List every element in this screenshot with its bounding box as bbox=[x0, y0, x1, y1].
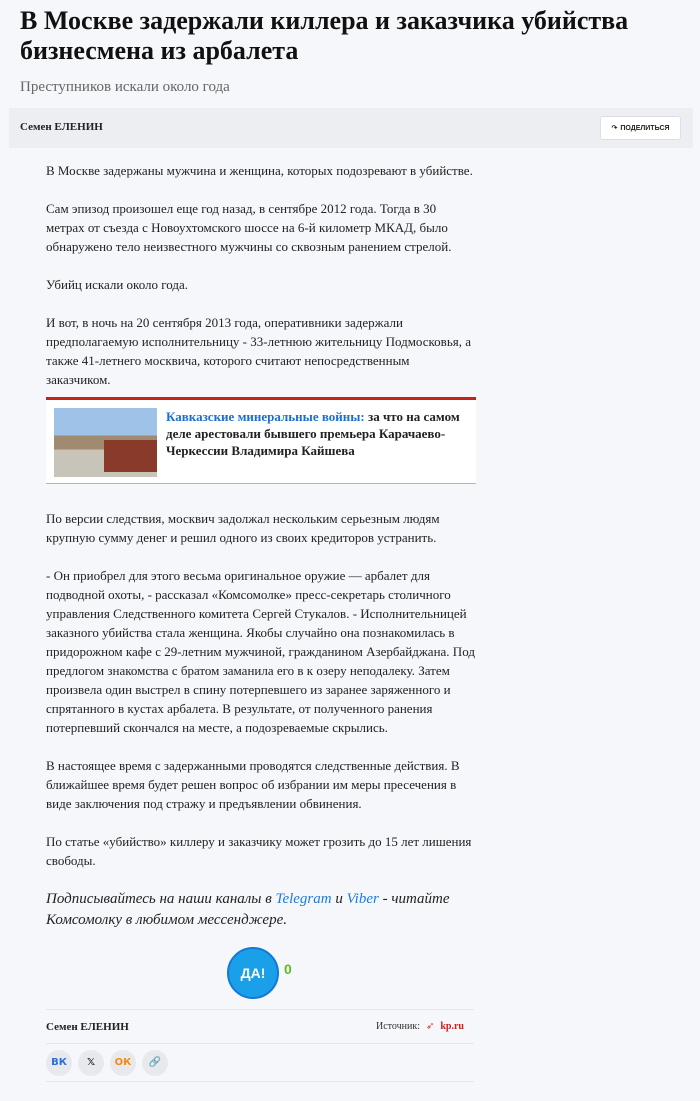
article-footer bbox=[46, 1009, 474, 1082]
viber-link[interactable]: Viber bbox=[346, 891, 379, 907]
paragraph: По статье «убийство» киллеру и заказчику может грозить до 15 лет лишения свободы. bbox=[46, 834, 472, 868]
copy-link-button[interactable]: 🔗 bbox=[142, 1050, 168, 1076]
telegram-link[interactable]: Telegram bbox=[275, 891, 332, 907]
share-button[interactable] bbox=[600, 116, 681, 140]
like-row bbox=[227, 945, 700, 1001]
paragraph: Сам эпизод произошел еще год назад, в сентябре 2012 года. Тогда в 30 метрах от съезда с Новоухтомского шоссе на 6-й километр МКАД, было обнаружено тело неизвестного мужчины со сквозным ранением стрелой. bbox=[46, 201, 452, 254]
paragraph: - Он приобрел для этого весьма оригинальное оружие — арбалет для подводной охоты, - рассказал «Комсомолке» пресс-секретарь столичного управления Следственного комитета Сергей Стукалов. - Исполнительницей заказного убийства стала женщина. Якобы случайно она познакомилась в придорожном кафе с 29-летним мужчиной, гражданином Азербайджана. Под предлогом знакомства с братом заманила его в к озеру неподалеку. Затем произвела один выстрел в спину потерпевшего из заранее заряженного и спрятанного в кустах арбалета. В результате, от полученного ранения потерпевший скончался на месте, а подозреваемые скрылись. bbox=[46, 568, 475, 735]
article-subtitle: Преступников искали около года bbox=[20, 79, 230, 95]
ok-share-button[interactable]: ОК bbox=[110, 1050, 136, 1076]
x-share-button[interactable]: 𝕏 bbox=[78, 1050, 104, 1076]
source-label: Источник: bbox=[375, 1021, 420, 1032]
author-bar bbox=[9, 108, 693, 148]
footer-author[interactable]: Семен ЕЛЕНИН bbox=[46, 1020, 129, 1033]
article-body bbox=[46, 161, 476, 931]
thumbs-up-icon: ДА! bbox=[240, 965, 266, 981]
article-header bbox=[0, 0, 700, 96]
like-count: 0 bbox=[284, 961, 292, 977]
paragraph: В Москве задержаны мужчина и женщина, которых подозревают в убийстве. bbox=[46, 163, 473, 178]
share-icon: ↷ bbox=[611, 125, 618, 132]
article-title: В Москве задержали киллера и заказчика убийства бизнесмена из арбалета bbox=[20, 6, 629, 65]
subscribe-note: Подписывайтесь на наши каналы в Telegram и Viber - читайте Комсомолку в любимом мессенджере. bbox=[46, 891, 450, 928]
share-label: ПОДЕЛИТЬСЯ bbox=[620, 124, 670, 132]
like-button[interactable] bbox=[227, 947, 279, 999]
paragraph: В настоящее время с задержанными проводятся следственные действия. В ближайшее время будет решен вопрос об избрании им меры пресечения в виде заключения под стражу и предъявлении обвинения. bbox=[46, 758, 460, 811]
paragraph: И вот, в ночь на 20 сентября 2013 года, оперативники задержали предполагаемую исполнительницу - 33-летнюю жительницу Подмосковья, а также 41-летнего москвича, которого считают непосредственным заказчиком. bbox=[46, 315, 472, 387]
source-link[interactable]: kp.ru bbox=[440, 1021, 464, 1032]
kp-logo-icon: ➶ bbox=[425, 1021, 435, 1032]
paragraph: Убийц искали около года. bbox=[46, 277, 189, 292]
vk-share-button[interactable]: ВК bbox=[46, 1050, 72, 1076]
related-article-image bbox=[54, 408, 157, 477]
author-name[interactable]: Семен ЕЛЕНИН bbox=[20, 121, 103, 133]
related-article-card[interactable] bbox=[46, 397, 476, 484]
related-text: за что на самом деле арестовали бывшего премьера Карачаево-Черкессии Владимира Кайшева bbox=[166, 409, 460, 458]
divider bbox=[46, 1081, 474, 1082]
paragraph: По версии следствия, москвич задолжал нескольким серьезным людям крупную сумму денег и решил одного из своих кредиторов устранить. bbox=[46, 511, 440, 545]
related-highlight: Кавказские минеральные войны: bbox=[166, 409, 365, 424]
source bbox=[376, 1021, 464, 1032]
